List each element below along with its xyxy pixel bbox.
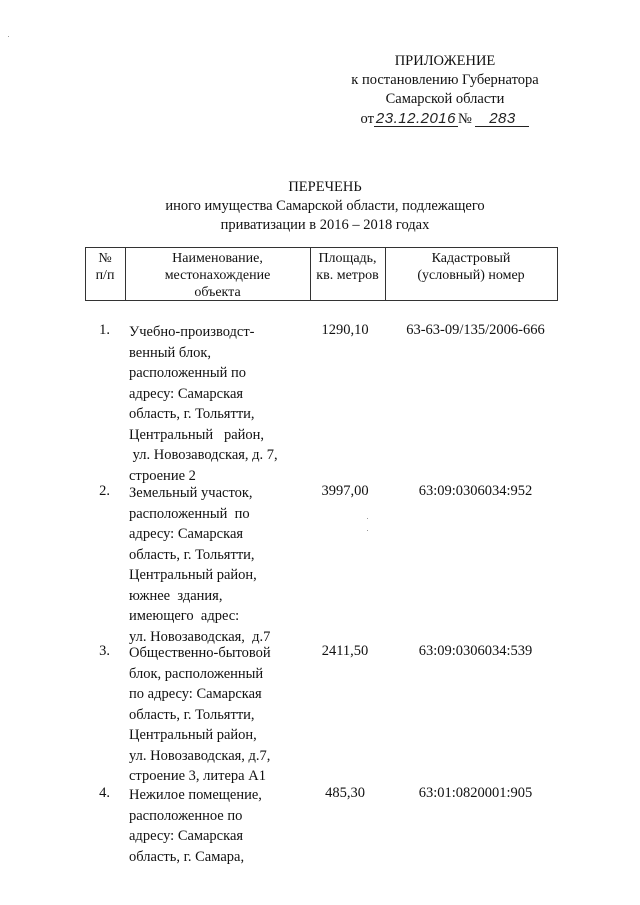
row-name-line: Центральный район, [129, 727, 257, 743]
appendix-date-line [330, 110, 560, 129]
row-number: 4. [99, 785, 110, 801]
row-name-line: адресу: Самарская [129, 385, 244, 402]
row-name-line: по адресу: Самарская [129, 686, 262, 702]
row-number: 2. [99, 483, 110, 499]
row-area: 3997,00 [321, 483, 369, 499]
header-name-line: Наименование, [172, 251, 263, 266]
row-name-line: строение 3, литера А1 [129, 768, 266, 784]
column-divider [557, 248, 558, 300]
header-area-line: кв. метров [316, 268, 379, 283]
table-header [85, 247, 558, 301]
header-area [310, 250, 385, 284]
row-cadastral: 63:09:0306034:539 [418, 643, 533, 659]
title-line-2: иного имущества Самарской области, подлежащего [165, 198, 485, 214]
header-cad [385, 250, 557, 284]
header-cad-line: Кадастровый [431, 251, 511, 266]
row-name [129, 483, 309, 647]
row-name [129, 643, 309, 787]
handwritten-number: 283 [475, 111, 529, 127]
row-area: 485,30 [325, 785, 365, 801]
row-number: 1. [99, 322, 110, 338]
row-name-line: область, г. Тольятти, [129, 406, 255, 422]
row-name-line: ул. Новозаводская, д. 7, [129, 447, 278, 463]
row-name-line: адресу: Самарская [129, 828, 244, 844]
row-name-line: Центральный район, [129, 567, 257, 583]
document-title [100, 178, 550, 235]
row-name-line: область, г. Самара, [129, 848, 245, 865]
row-name-line: Нежилое помещение, [129, 787, 262, 803]
handwritten-date: 23.12.2016 [375, 110, 456, 127]
row-cadastral: 63-63-09/135/2006-666 [406, 322, 545, 338]
header-cad-line: (условный) номер [417, 268, 525, 283]
row-name-line: Учебно-производст- [129, 324, 255, 340]
appendix-line-2: Самарской области [385, 91, 505, 107]
header-name [125, 250, 310, 301]
header-num-line: № [98, 251, 112, 266]
row-name-line: имеющего адрес: [129, 608, 240, 624]
header-name-line: местонахождение [164, 268, 271, 283]
row-name-line: область, г. Тольятти, [129, 706, 255, 723]
row-cadastral: 63:01:0820001:905 [418, 785, 533, 801]
row-name-line: южнее здания, [129, 587, 223, 604]
header-area-line: Площадь, [318, 251, 377, 266]
row-area: 1290,10 [321, 322, 369, 338]
row-name-line: Общественно-бытовой [129, 645, 271, 661]
appendix-block [330, 52, 560, 129]
row-number: 3. [99, 643, 110, 659]
row-cadastral: 63:09:0306034:952 [418, 483, 533, 499]
scan-speck [8, 36, 9, 37]
row-name-line: блок, расположенный [129, 665, 264, 682]
header-num [85, 250, 125, 284]
row-name-line: венный блок, [129, 344, 212, 361]
row-name-line: строение 2 [129, 467, 196, 484]
scan-speck [367, 518, 368, 519]
row-name-line: Земельный участок, [129, 485, 253, 501]
row-name-line: адресу: Самарская [129, 526, 244, 542]
title-line-1: ПЕРЕЧЕНЬ [288, 179, 362, 195]
header-name-line: объекта [194, 285, 241, 300]
header-num-line: п/п [95, 268, 115, 283]
row-name [129, 785, 309, 867]
date-prefix: от [360, 111, 374, 127]
row-name-line: область, г. Тольятти, [129, 546, 255, 563]
row-area: 2411,50 [321, 643, 369, 659]
row-name-line: расположенный по [129, 505, 250, 522]
row-name-line: ул. Новозаводская, д.7, [129, 747, 271, 764]
appendix-title: ПРИЛОЖЕНИЕ [394, 53, 496, 69]
scan-speck [367, 530, 368, 531]
number-prefix: № [458, 111, 472, 127]
row-name-line: ул. Новозаводская, д.7 [129, 628, 271, 645]
title-line-3: приватизации в 2016 – 2018 годах [220, 217, 430, 233]
row-name [129, 322, 309, 486]
row-name-line: расположенное по [129, 807, 243, 824]
row-name-line: расположенный по [129, 365, 246, 381]
row-name-line: Центральный район, [129, 426, 265, 443]
appendix-line-1: к постановлению Губернатора [351, 72, 539, 88]
